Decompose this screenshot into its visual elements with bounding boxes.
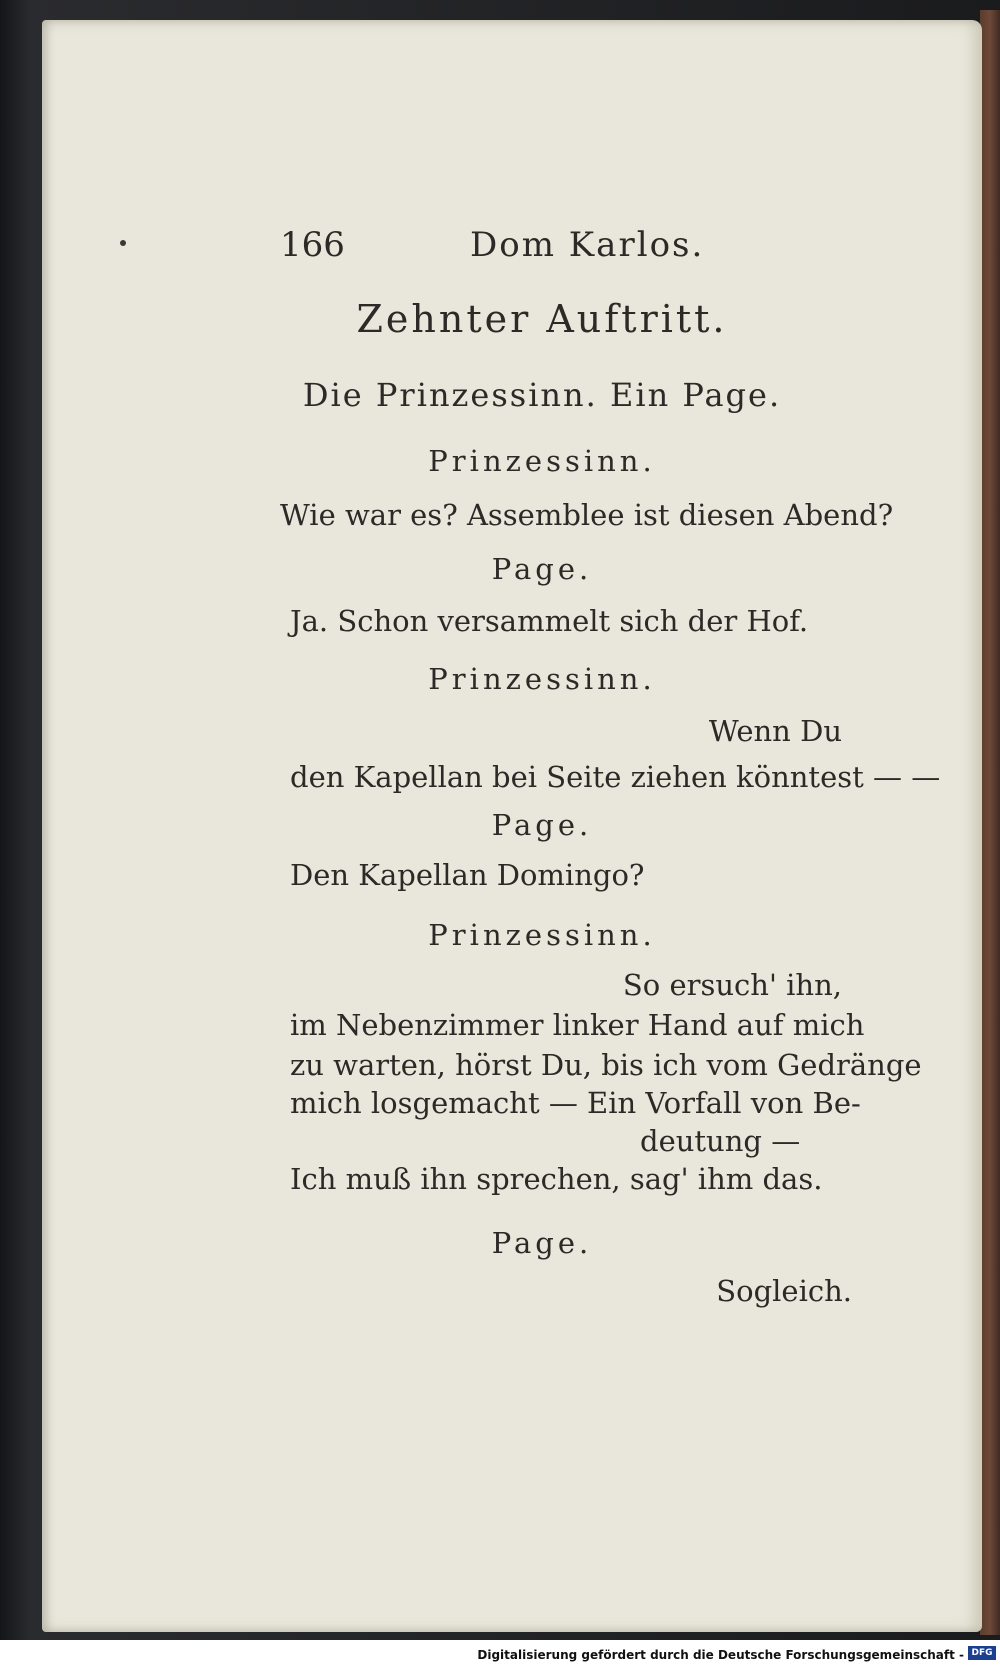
speaker-label: Page. bbox=[491, 1226, 593, 1260]
verse-line: zu warten, hörst Du, bis ich vom Gedränge bbox=[290, 1048, 922, 1082]
speaker-label: Page. bbox=[491, 552, 593, 586]
speaker-label: Prinzessinn. bbox=[428, 662, 656, 696]
verse-line: Den Kapellan Domingo? bbox=[290, 858, 645, 892]
footer-credit: Digitalisierung gefördert durch die Deutsche Forschungsgemeinschaft - bbox=[477, 1648, 964, 1662]
verse-line: Ich muß ihn sprechen, sag' ihm das. bbox=[290, 1162, 823, 1196]
book-cover-edge bbox=[980, 10, 1000, 1635]
verse-line: Ja. Schon versammelt sich der Hof. bbox=[290, 604, 809, 638]
book-page bbox=[42, 20, 982, 1632]
speaker-label: Prinzessinn. bbox=[428, 444, 656, 478]
verse-line: So ersuch' ihn, bbox=[622, 968, 842, 1002]
verse-line: mich losgemacht — Ein Vorfall von Be- bbox=[290, 1086, 861, 1120]
running-head bbox=[280, 225, 740, 271]
verse-line: Wenn Du bbox=[708, 714, 842, 748]
dfg-logo: DFG bbox=[968, 1646, 996, 1660]
ink-dot bbox=[120, 240, 126, 246]
footer-bar bbox=[0, 1640, 1000, 1670]
verse-line: Sogleich. bbox=[716, 1274, 852, 1308]
page-number: 166 bbox=[280, 225, 345, 265]
running-title: Dom Karlos. bbox=[470, 225, 705, 265]
scene-title: Zehnter Auftritt. bbox=[356, 297, 728, 341]
verse-line: den Kapellan bei Seite ziehen könntest — — bbox=[290, 760, 941, 794]
cast-list: Die Prinzessinn. Ein Page. bbox=[302, 376, 782, 414]
verse-line: deutung — bbox=[640, 1124, 801, 1158]
speaker-label: Prinzessinn. bbox=[428, 918, 656, 952]
verse-line: Wie war es? Assemblee ist diesen Abend? bbox=[280, 498, 894, 532]
verse-line: im Nebenzimmer linker Hand auf mich bbox=[290, 1008, 865, 1042]
speaker-label: Page. bbox=[491, 808, 593, 842]
